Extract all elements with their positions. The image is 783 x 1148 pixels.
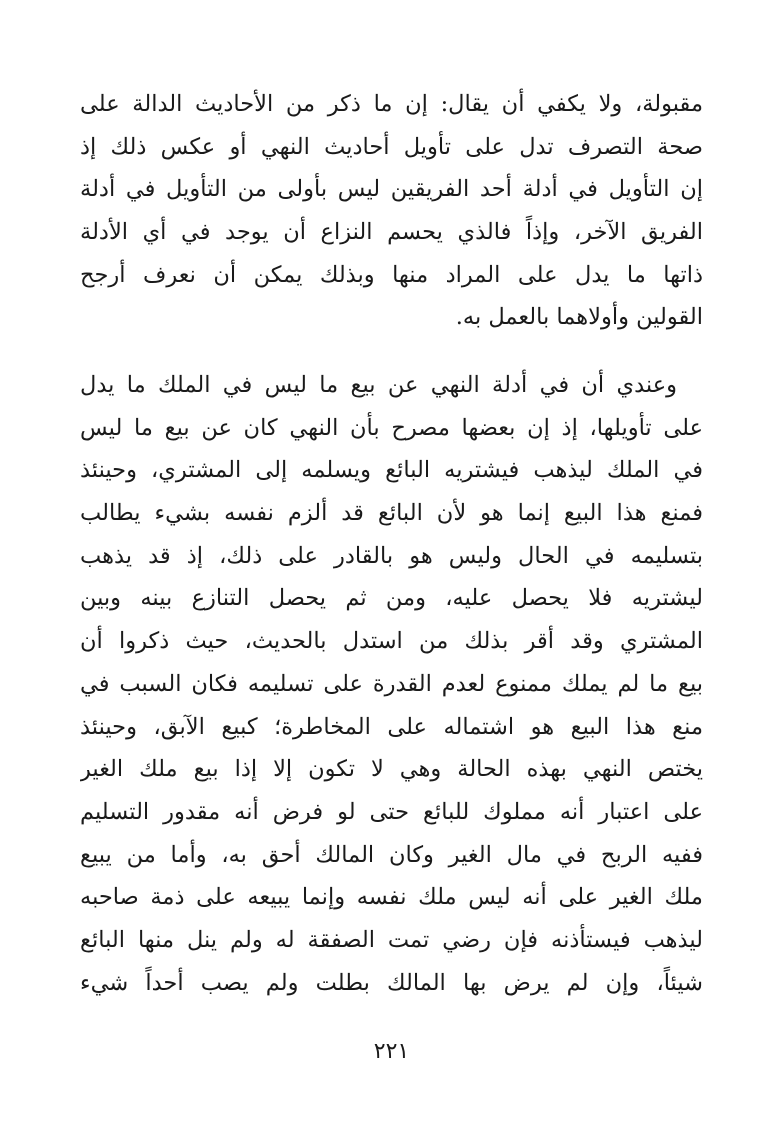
- paragraph-line: بتسليمه في الحال وليس هو بالقادر على ذلك، إذ قد يذهب: [80, 542, 703, 569]
- paragraph-line: ذاتها ما يدل على المراد منها وبذلك يمكن أن نعرف أرجح: [80, 261, 703, 288]
- paragraph-1: [80, 83, 703, 339]
- paragraph-line: ليشتريه فلا يحصل عليه، ومن ثم يحصل التنازع بينه وبين: [80, 585, 703, 612]
- paragraph-line: الفريق الآخر، وإذاً فالذي يحسم النزاع أن يوجد في أي الأدلة: [80, 219, 703, 246]
- paragraph-line: القولين وأولاهما بالعمل به.: [455, 304, 703, 331]
- paragraph-line: منع هذا البيع هو اشتماله على المخاطرة؛ كبيع الآبق، وحينئذ: [80, 713, 703, 740]
- paragraph-line: وعندي أن في أدلة النهي عن بيع ما ليس في الملك ما يدل: [80, 372, 677, 398]
- paragraph-line: إن التأويل في أدلة أحد الفريقين ليس بأولى من التأويل في أدلة: [80, 176, 703, 203]
- paragraph-line: صحة التصرف تدل على تأويل أحاديث النهي أو عكس ذلك إذ: [80, 133, 703, 160]
- page-number: ٢٢١: [373, 1039, 410, 1064]
- paragraph-line: على اعتبار أنه مملوك للبائع حتى لو فرض أنه مقدور التسليم: [80, 798, 703, 825]
- paragraph-line: المشتري وقد أقر بذلك من استدل بالحديث، حيث ذكروا أن: [80, 628, 703, 655]
- paragraph-line: على تأويلها، إذ إن بعضها مصرح بأن النهي كان عن بيع ما ليس: [80, 414, 703, 441]
- paragraph-line: بيع ما لم يملك ممنوع لعدم القدرة على تسليمه فكان السبب في: [80, 670, 703, 697]
- paragraph-line: يختص النهي بهذه الحالة وهي لا تكون إلا إذا بيع ملك الغير: [80, 756, 703, 783]
- paragraph-line: فمنع هذا البيع إنما هو لأن البائع قد ألزم نفسه بشيء يطالب: [80, 500, 703, 527]
- paragraph-line: مقبولة، ولا يكفي أن يقال: إن ما ذكر من الأحاديث الدالة على: [80, 91, 703, 117]
- paragraph-line: في الملك ليذهب فيشتريه البائع ويسلمه إلى المشتري، وحينئذ: [80, 457, 703, 484]
- paragraph-line: ملك الغير على أنه ليس ملك نفسه وإنما يبيعه على ذمة صاحبه: [80, 884, 703, 911]
- paragraph-line: شيئاً، وإن لم يرض بها المالك بطلت ولم يصب أحداً شيء: [80, 969, 703, 996]
- paragraph-line: ففيه الربح في مال الغير وكان المالك أحق به، وأما من يبيع: [80, 841, 703, 868]
- paragraph-line: ليذهب فيستأذنه فإن رضي تمت الصفقة له ولم ينل منها البائع: [80, 926, 703, 953]
- paragraph-2: [80, 364, 703, 1004]
